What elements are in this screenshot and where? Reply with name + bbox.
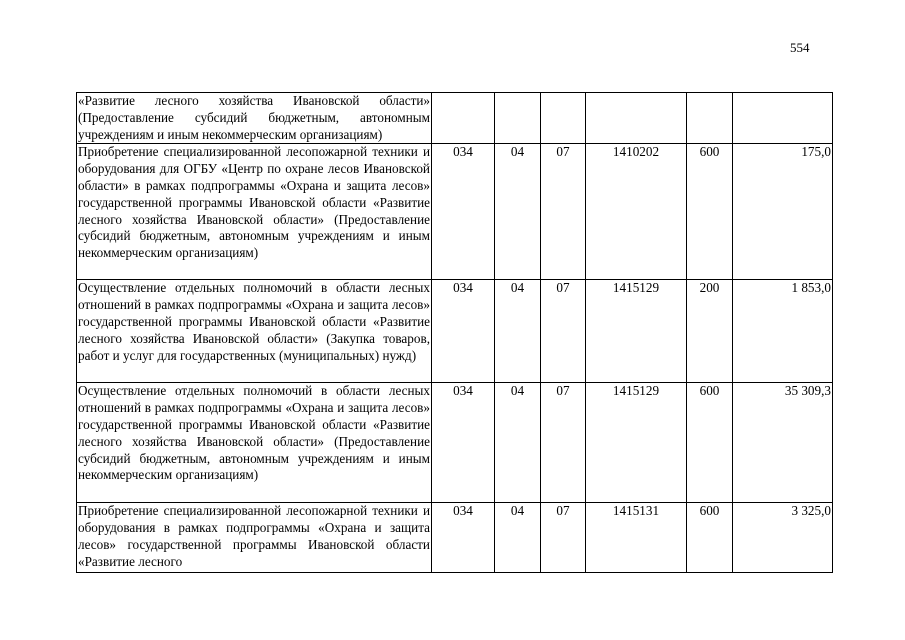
subsection-code: 07: [541, 280, 586, 383]
amount: 3 325,0: [733, 503, 833, 573]
amount: 35 309,3: [733, 383, 833, 503]
page-number: 554: [790, 40, 810, 55]
row-description: «Развитие лесного хозяйства Ивановской области» (Предоставление субсидий бюджетным, автономным учреждениям и иным некоммерческим организациям): [77, 93, 432, 144]
ministry-code: 034: [432, 383, 495, 503]
target-code: 1415129: [586, 383, 687, 503]
section-code: 04: [495, 383, 541, 503]
subsection-code: [541, 93, 586, 144]
row-description: Приобретение специализированной лесопожарной техники и оборудования для ОГБУ «Центр по охране лесов Ивановской области» в рамках подпрограммы «Охрана и защита лесов» государственной программы Ивановской области «Развитие лесного хозяйства Ивановской области» (Предоставление субсидий бюджетным, автономным учреждениям и иным некоммерческим организациям): [77, 144, 432, 280]
ministry-code: 034: [432, 280, 495, 383]
row-description: Осуществление отдельных полномочий в области лесных отношений в рамках подпрограммы «Охрана и защита лесов» государственной программы Ивановской области «Развитие лесного хозяйства Ивановской области» (Предоставление субсидий бюджетным, автономным учреждениям и иным некоммерческим организациям): [77, 383, 432, 503]
ministry-code: 034: [432, 503, 495, 573]
table-row: [77, 93, 833, 144]
subsection-code: 07: [541, 503, 586, 573]
target-code: [586, 93, 687, 144]
section-code: 04: [495, 144, 541, 280]
subsection-code: 07: [541, 383, 586, 503]
expense-type-code: 600: [687, 144, 733, 280]
section-code: [495, 93, 541, 144]
target-code: 1415129: [586, 280, 687, 383]
table-row: [77, 280, 833, 383]
table-row: [77, 503, 833, 573]
row-description: Приобретение специализированной лесопожарной техники и оборудования в рамках подпрограммы «Охрана и защита лесов» государственной программы Ивановской области «Развитие лесного: [77, 503, 432, 573]
expense-type-code: 200: [687, 280, 733, 383]
target-code: 1410202: [586, 144, 687, 280]
row-description: Осуществление отдельных полномочий в области лесных отношений в рамках подпрограммы «Охрана и защита лесов» государственной программы Ивановской области «Развитие лесного хозяйства Ивановской области» (Закупка товаров, работ и услуг для государственных (муниципальных) нужд): [77, 280, 432, 383]
subsection-code: 07: [541, 144, 586, 280]
budget-table: [76, 92, 833, 573]
amount: 175,0: [733, 144, 833, 280]
target-code: 1415131: [586, 503, 687, 573]
expense-type-code: [687, 93, 733, 144]
expense-type-code: 600: [687, 383, 733, 503]
expense-type-code: 600: [687, 503, 733, 573]
ministry-code: [432, 93, 495, 144]
section-code: 04: [495, 280, 541, 383]
amount: [733, 93, 833, 144]
ministry-code: 034: [432, 144, 495, 280]
table-row: [77, 144, 833, 280]
section-code: 04: [495, 503, 541, 573]
table-row: [77, 383, 833, 503]
amount: 1 853,0: [733, 280, 833, 383]
